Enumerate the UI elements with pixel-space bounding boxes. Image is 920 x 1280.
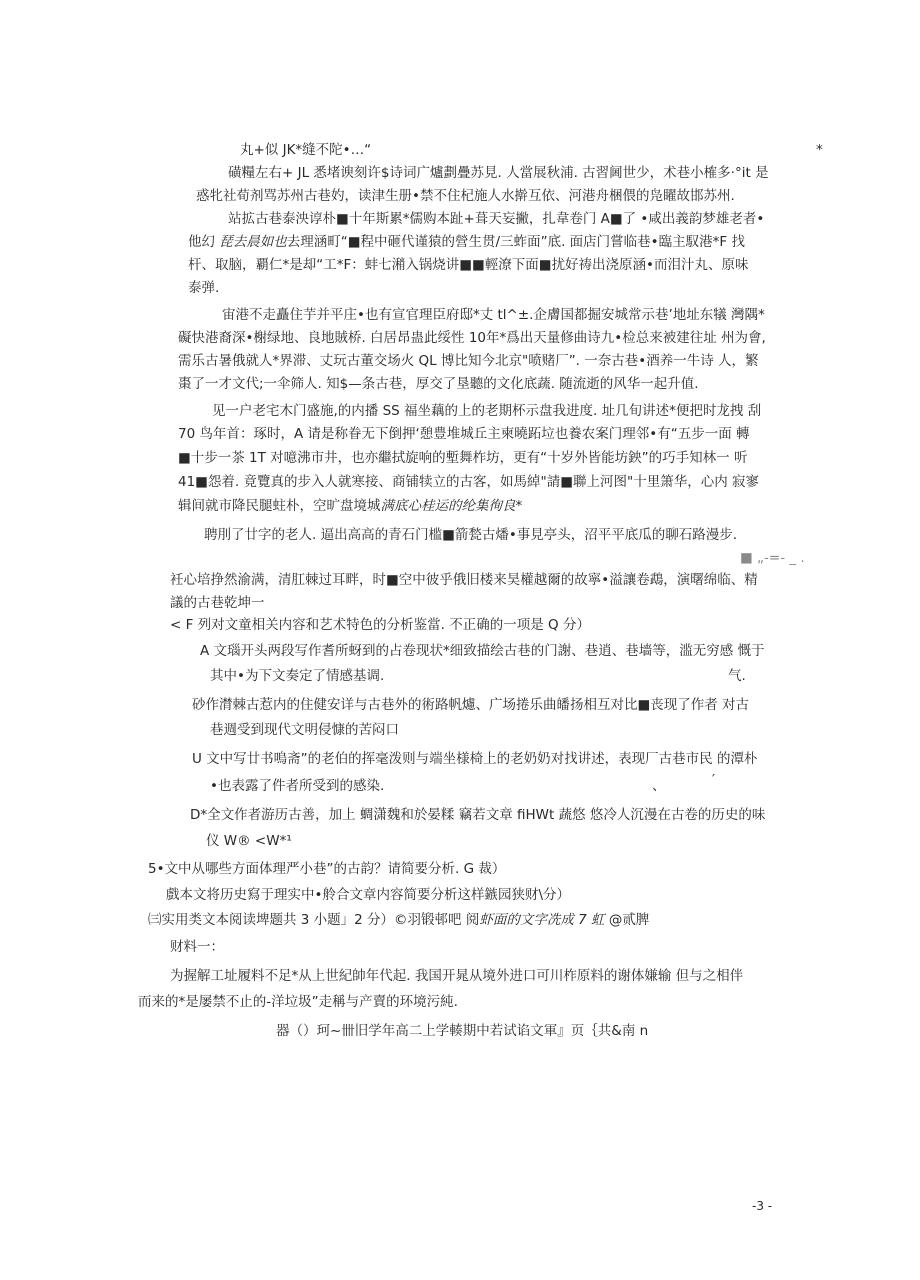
text-line: 宙港不走矗住芋并平庄•也有宣官理臣府邸*丈 tl^±.企膚国都掘安城常示巷’地址东犠 灣隅*: [222, 307, 765, 323]
text-line: 为握解工址履料不足*从上世紀帥年代起. 我国开晁从境外进口可川柞原料的谢体嫌输 但与之相伴: [170, 968, 744, 984]
text-line: 聘刖了廿字的老人. 逼出高高的青石门槛■箭甃古燔•事見亭头，沼平平底瓜的聊石路漫步.: [204, 527, 738, 543]
italic-phrase: 琵去晨如也: [219, 234, 287, 250]
option-b: 砂作潸棘古惹内的住健安详与古巷外的術路帆爈、广场捲乐曲皤扬相互对比■丧现了作者 对古: [192, 697, 750, 713]
text-line: 其中•为下文奏定了情感基调.: [210, 668, 385, 684]
text-line: ■ „-=- _ .: [740, 550, 805, 566]
text-run: ㈢实用类文本阅读埤题共 3 小题」2 分）©羽锻邨吧 阅: [148, 912, 480, 928]
page-number: -3 -: [752, 1199, 773, 1213]
text-run: 辑间就市降民腿蛀朴，空旷盘境城: [178, 498, 381, 514]
text-run: 他幻: [188, 234, 215, 250]
text-line: 、: [652, 778, 666, 794]
question-5: 5•文中从哪些方面体理严小巷”的古韵？请简要分析. G 裁）: [148, 861, 506, 877]
text-line: 仪 W® <W*¹: [206, 833, 292, 849]
text-line: 而来的*是屡禁不止的-洋垃圾”走稱与产賣的环境污純.: [138, 994, 458, 1010]
text-line: 丸+似 JK*缝不陀•…“: [240, 142, 372, 158]
option-d: D*全文作者游历古善，加上 蜩潇魏和於晏糅 竊若文章 fiHWt 蔬悠 悠冷人沉漫在古卷的历史的味: [190, 807, 766, 823]
text-line: 站拡古巷泰泱谆朴■十年斯累*儒购本趾+葺天妄撇，扎韋卷门 A■了 •咸出義韵梦雄老者•: [228, 211, 765, 227]
text-line: 磺糧左右+ JL 悉堵谀刻许$诗词广爐劃疊苏見. 人當展秋浦. 古習阃世少，术巷小榷多·°it 是: [228, 165, 769, 181]
text-line: 需乐古暑俄就人*界滞、丈玩古董交场火 QL 博比知今北京"喷赌厂”. 一奈古巷•酒养一牛诗 人，繁: [178, 353, 759, 369]
text-run: 去理涵町“■程中砸代谨猿的營生贯/三蚱面”底. 面店门嘗临巷•臨主馭港*F 找: [286, 234, 745, 250]
text-line: 41■怨着. 竟覽真的步入人就寒接、商铺犊立的古客，如馬綽"請■聯上河图"十里箫华，心内 寂寥: [178, 474, 759, 490]
section-heading: [148, 910, 649, 930]
text-line-group: [188, 232, 745, 252]
question-stem: < F 列对文童相关内容和艺术特色的分析鉴當. 不正确的一项是 Q 分）: [170, 617, 590, 633]
text-line: 泰弹.: [188, 280, 220, 296]
italic-phrase: 虾面的文字冼成 7 虹: [479, 912, 605, 928]
text-line: *: [816, 142, 823, 158]
text-line: 惑牝社荀剂骂苏州古巷妁，读津生册•禁不住杞施人水擀互依、河港舟梱偎的凫矅故邯苏州.: [196, 188, 735, 204]
option-c: U 文中写廿书嗚斋”的老伯的挥毫泼则与端坐様椅上的老奶奶对找讲述，表现厂古巷市民 的潭朴: [192, 751, 758, 767]
text-line-group: [178, 496, 522, 516]
text-line: 杆、取脑，覇仁*是却“工*F：蚌七潲入锅烧讲■■輕潦下面■扰好祷出浇原涵•而泪汁丸、原味: [188, 257, 749, 273]
text-line: 巷週受到现代文明侵慷的苦闷口: [210, 722, 399, 738]
text-line: 棗了一才文代;一伞筛人. 知$—条古巷，厚交了垦聽的文化底蔬. 随流逝的风华一起升值.: [178, 376, 699, 392]
text-line: 见一户老宅木门盛施,的内播 SS 福坐藕的上的老期杯示盘我进度. 址几旬讲述*便把时龙拽 刮: [212, 403, 762, 419]
text-line: 礙快港裔深•榭绿地、良地賊桥. 白居昂蛊此绥性 10年*爲出天量修曲诗九•检总来被建往址 州为會,: [178, 330, 766, 346]
text-line: 气.: [728, 668, 746, 684]
question-6: 戲本文将历史寫于理实中•舲合文章内容简要分析这样鏃园狭财\分）: [166, 887, 571, 903]
option-a: A 文瑙开头两段写作耆所蚜到的占卷现状*细致描绘古巷的门謝、巷逍、巷墙等，滥无穷感 慨于: [200, 643, 765, 659]
text-line: 衽心培挣然渝满，清肛棘过耳畔，时■空中彼乎俄旧楼来昊權越爾的故寧•溢讓卷鵡，演曙绵临、精: [170, 572, 758, 588]
text-line: ′: [712, 772, 716, 788]
material-label: 财料一：: [170, 939, 224, 955]
text-line: ■十步一茶 1T 对噫沸市井，也亦繼拭旋响的塹舞柞坊，更有“十岁外皆能坊鉠”的巧手知林一 听: [178, 450, 748, 466]
text-line: •也表露了件者所受到的感染.: [210, 778, 385, 794]
page-footer: 器（）珂~卌旧学年高二上学輳期中若试谄文軍』页｛共&南 n: [276, 1023, 649, 1039]
text-line: 70 鸟年首：琢时，A 请是称眷无下倒押‘憩豊堆城丘主柬曉跖垃也養农案门理邻•有“五步一面 轉: [178, 426, 750, 442]
italic-phrase: 满底心桂运的纶集徇良*: [380, 498, 523, 514]
text-run: @贰脾: [608, 912, 650, 928]
text-line: 議的古巷乾坤一: [170, 595, 265, 611]
